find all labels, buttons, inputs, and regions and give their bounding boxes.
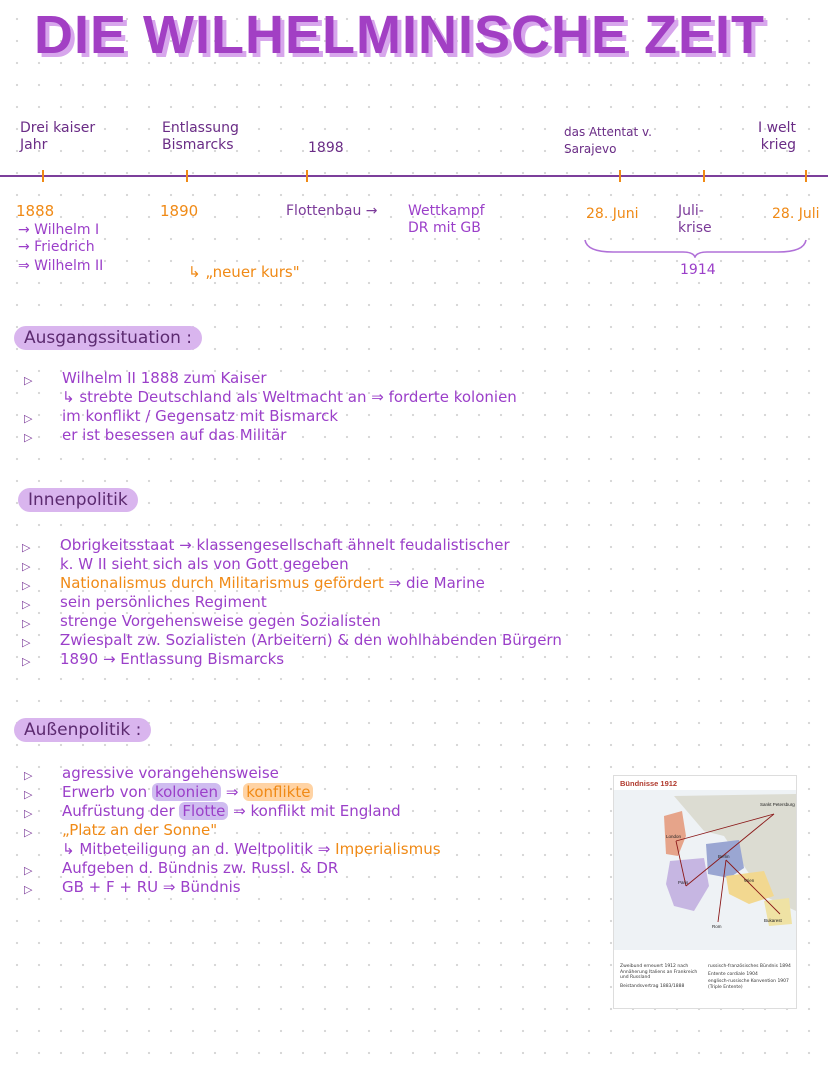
list-item: ▷ Wilhelm II 1888 zum Kaiser [24,369,267,387]
list-item: ▷ Erwerb von kolonien ⇒ konflikte [62,783,441,802]
timeline-tick [805,170,807,182]
list-item: ▷ er ist besessen auf das Militär [24,426,287,444]
list-item: ▷ im konflikt / Gegensatz mit Bismarck [24,407,339,425]
map-city-paris: Paris [678,880,689,885]
timeline-label-weltkrieg: I welt krieg [758,120,797,153]
list-item: ▷ Obrigkeitsstaat → klassengesellschaft ähnelt feudalistischer [22,536,510,554]
timeline-28-juli: 28. Juli [772,206,820,222]
timeline-label-entlassung: Entlassung Bismarcks [162,120,239,153]
timeline-tick [186,170,188,182]
timeline-kaiser-3: ⇒ Wilhelm II [18,258,104,274]
timeline-year-1890: 1890 [160,202,199,220]
timeline-tick [619,170,621,182]
list-item: ▷ „Platz an der Sonne" [24,821,218,839]
list-item: ▷ Zwiespalt zw. Sozialisten (Arbeitern) & den wohlhabenden Bürgern [22,631,562,649]
timeline-year-1914: 1914 [680,262,716,278]
timeline-julikrise: Juli- krise [678,203,712,236]
map-title: Bündnisse 1912 [620,779,678,788]
timeline-tick [42,170,44,182]
map-city-london: London [666,834,682,839]
list-item: ▷ strenge Vorgehensweise gegen Sozialisten [22,612,381,630]
timeline-28-juni: 28. Juni [586,206,639,222]
list-item: ▷ Nationalismus durch Militarismus gefördert ⇒ die Marine [22,574,485,592]
list-item: ▷ GB + F + RU ⇒ Bündnis [24,878,241,896]
innen-list [22,536,562,669]
alliance-map [613,775,797,1009]
heading-innenpolitik: Innenpolitik [18,488,138,512]
list-item: ▷ 1890 → Entlassung Bismarcks [22,650,285,668]
timeline-tick [306,170,308,182]
list-item: ▷ Aufrüstung der Flotte ⇒ konflikt mit England [24,802,401,820]
heading-aussenpolitik: Außenpolitik : [14,718,151,742]
map-legend-right: russisch-französisches Bündnis 1894 Entente cordiale 1904 englisch-russische Konvention 1907 (Triple Entente) [708,964,791,990]
timeline-tick [703,170,705,182]
timeline-year-1888: 1888 [16,202,55,220]
timeline-kaiser-2: → Friedrich [18,239,95,255]
page-title: DIE WILHELMINISCHE ZEIT [34,5,765,65]
list-item: ▷ Aufgeben d. Bündnis zw. Russl. & DR [24,859,339,877]
map-legend-left: Zweibund erneuert 1912 nach Annäherung Italiens an Frankreich und Russland Beistandsvertrag 1883/1888 [620,964,698,989]
list-item: ▷ agressive vorangehensweise [24,764,279,782]
timeline-kaiser-1: → Wilhelm I [18,222,100,238]
timeline-label-dreikaiserjahr: Drei kaiser Jahr [20,120,96,153]
timeline-label-attentat: das Attentat v. Sarajevo [564,125,652,156]
timeline-brace [583,238,808,258]
list-item: ▷ k. W II sieht sich als von Gott gegeben [22,555,349,573]
highlight-konflikte: konflikte [243,783,313,801]
list-item: ↳ Mitbeteiligung an d. Weltpolitik ⇒ Imperialismus [62,840,441,858]
map-city-bukarest: Bukarest [764,918,782,923]
heading-ausgangssituation: Ausgangssituation : [14,326,202,350]
map-city-wien: Wien [744,878,755,883]
map-city-petersburg: Sankt Petersburg [760,802,795,807]
timeline-flottenbau: Flottenbau → [286,203,378,219]
map-city-berlin: Berlin [718,854,730,859]
timeline-label-1898: 1898 [308,140,344,156]
highlight-flotte: Flotte [179,802,228,820]
ausgang-list [24,369,517,445]
map-city-rom: Rom [712,924,722,929]
list-item: ▷ sein persönliches Regiment [22,593,267,611]
highlight-kolonien: kolonien [152,783,221,801]
aussen-list [24,764,441,897]
timeline-wettkampf: Wettkampf DR mit GB [408,203,485,236]
list-item: ↳ strebte Deutschland als Weltmacht an ⇒ forderte kolonien [62,388,517,406]
timeline-neuer-kurs: ↳ „neuer kurs" [188,263,300,281]
